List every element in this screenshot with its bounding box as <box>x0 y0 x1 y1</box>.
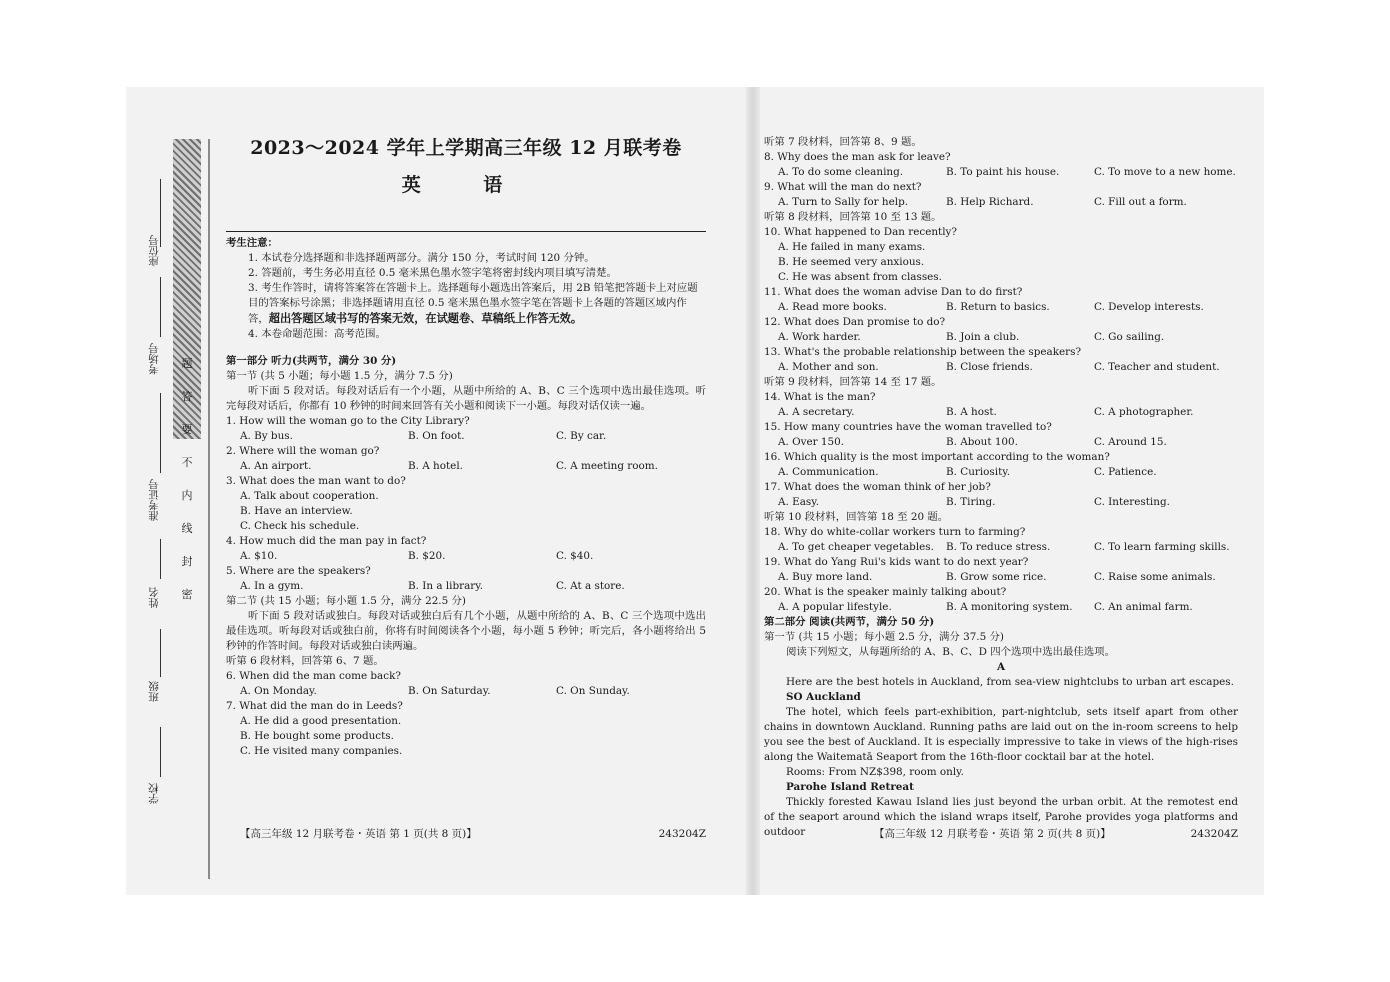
seal-line <box>208 139 210 879</box>
option: C. On Sunday. <box>556 685 630 697</box>
section-instructions: 听下面 5 段对话。每段对话后有一个小题，从题中所给的 A、B、C 三个选项中选出最佳选项。听完每段对话后，你都有 10 秒钟的时间来回答有关小题和阅读下一小题。每段对话仅读一遍。 <box>226 385 706 412</box>
note-item: 4. 本卷命题范围：高考范围。 <box>248 328 386 340</box>
option: B. Help Richard. <box>946 196 1034 208</box>
question-options <box>764 465 1238 480</box>
exam-subject: 英 语 <box>401 174 531 196</box>
option: B. Have an interview. <box>240 505 353 517</box>
question-options <box>764 600 1238 615</box>
question: 20. What is the speaker mainly talking about? <box>764 586 1007 598</box>
option: B. To reduce stress. <box>946 541 1051 553</box>
passage-paragraph: The hotel, which feels part-exhibition, part-nightclub, sets itself apart from other chains in downtown Auckland. Running paths are laid out on the in-room screens to help you see the best of Auckland. It is especially impressive to take in views of the high-rises along the Waitematā Seaport from the 16th-floor cocktail bar at the hotel. <box>764 706 1238 763</box>
admission-number-line <box>160 393 161 473</box>
question-options <box>226 684 706 699</box>
seal-char: 不 <box>181 456 193 469</box>
hotel-heading: SO Auckland <box>786 691 861 703</box>
option: A. A secretary. <box>778 406 855 418</box>
seat-number-label: 座位号 <box>148 235 160 267</box>
seal-char: 答 <box>181 390 193 403</box>
note-emphasis: 超出答题区域书写的答案无效，在试题卷、草稿纸上作答无效。 <box>268 311 583 325</box>
question: 3. What does the man want to do? <box>226 475 406 487</box>
seal-char: 内 <box>181 489 193 502</box>
option: C. To learn farming skills. <box>1094 541 1230 553</box>
class-line <box>160 629 161 677</box>
option: B. He bought some products. <box>240 730 394 742</box>
option: C. A meeting room. <box>556 460 658 472</box>
question: 8. Why does the man ask for leave? <box>764 151 951 163</box>
option: A. He did a good presentation. <box>240 715 402 727</box>
seal-char: 密 <box>181 588 193 601</box>
name-line <box>160 539 161 579</box>
option: A. $10. <box>240 550 278 562</box>
option: A. Easy. <box>778 496 820 508</box>
question: 14. What is the man? <box>764 391 876 403</box>
question: 10. What happened to Dan recently? <box>764 226 957 238</box>
option: B. A hotel. <box>408 460 463 472</box>
option: C. Around 15. <box>1094 436 1167 448</box>
hotel-heading: Parohe Island Retreat <box>786 781 914 793</box>
option: A. By bus. <box>240 430 293 442</box>
option: C. At a store. <box>556 580 625 592</box>
option: B. He seemed very anxious. <box>778 256 925 268</box>
option: C. To move to a new home. <box>1094 166 1236 178</box>
question: 11. What does the woman advise Dan to do first? <box>764 286 1023 298</box>
option: C. He visited many companies. <box>240 745 403 757</box>
option: C. An animal farm. <box>1094 601 1193 613</box>
question: 7. What did the man do in Leeds? <box>226 700 403 712</box>
option: B. Tiring. <box>946 496 996 508</box>
option: C. Check his schedule. <box>240 520 360 532</box>
exam-room-label: 考场号 <box>148 343 160 375</box>
question-options <box>764 300 1238 315</box>
option: B. To paint his house. <box>946 166 1060 178</box>
question-options <box>764 570 1238 585</box>
page-fold <box>746 87 760 895</box>
material-instruction: 听第 10 段材料，回答第 18 至 20 题。 <box>764 511 949 523</box>
option: C. $40. <box>556 550 594 562</box>
option: B. Return to basics. <box>946 301 1050 313</box>
option: B. About 100. <box>946 436 1018 448</box>
option: A. On Monday. <box>240 685 317 697</box>
question-options <box>764 165 1238 180</box>
section-instructions: 阅读下列短文，从每题所给的 A、B、C、D 四个选项中选出最佳选项。 <box>786 646 1115 658</box>
passage-intro: Here are the best hotels in Auckland, from sea-view nightclubs to urban art escapes. <box>786 676 1234 688</box>
exam-sheet <box>126 87 1264 895</box>
seal-warning <box>178 355 196 602</box>
question: 6. When did the man come back? <box>226 670 401 682</box>
option: A. Buy more land. <box>778 571 873 583</box>
question: 19. What do Yang Rui's kids want to do next year? <box>764 556 1029 568</box>
question: 9. What will the man do next? <box>764 181 922 193</box>
option: A. Turn to Sally for help. <box>778 196 909 208</box>
option: A. Mother and son. <box>778 361 879 373</box>
question: 16. Which quality is the most important according to the woman? <box>764 451 1110 463</box>
option: C. By car. <box>556 430 607 442</box>
section-instructions: 听下面 5 段对话或独白。每段对话或独白后有几个小题，从题中所给的 A、B、C 三个选项中选出最佳选项。听每段对话或独白前，你将有时间阅读各个小题，每小题 5 秒钟；听完后，各小题将给出 5 秒钟的作答时间。每段对话或独白读两遍。 <box>226 610 706 652</box>
notes-title: 考生注意： <box>226 237 278 249</box>
option: A. To get cheaper vegetables. <box>778 541 934 553</box>
option: C. Fill out a form. <box>1094 196 1187 208</box>
option: A. A popular lifestyle. <box>778 601 892 613</box>
section-heading: 第二节 (共 15 小题；每小题 1.5 分，满分 22.5 分) <box>226 595 466 607</box>
option: A. An airport. <box>240 460 312 472</box>
question-options <box>764 495 1238 510</box>
question: 13. What's the probable relationship between the speakers? <box>764 346 1082 358</box>
material-instruction: 听第 7 段材料，回答第 8、9 题。 <box>764 136 922 148</box>
school-line <box>160 727 161 777</box>
question: 12. What does Dan promise to do? <box>764 316 946 328</box>
question-options <box>226 579 706 594</box>
question-options <box>764 195 1238 210</box>
part-heading: 第二部分 阅读(共两节，满分 50 分) <box>764 616 935 628</box>
question: 2. Where will the woman go? <box>226 445 380 457</box>
option: A. To do some cleaning. <box>778 166 904 178</box>
question: 4. How much did the man pay in fact? <box>226 535 427 547</box>
material-instruction: 听第 9 段材料，回答第 14 至 17 题。 <box>764 376 942 388</box>
page-1 <box>226 87 706 895</box>
option: B. Close friends. <box>946 361 1033 373</box>
part-heading: 第一部分 听力(共两节，满分 30 分) <box>226 355 397 367</box>
option: C. Interesting. <box>1094 496 1170 508</box>
option: B. On foot. <box>408 430 465 442</box>
name-label: 姓名 <box>148 587 160 608</box>
question: 17. What does the woman think of her job? <box>764 481 991 493</box>
question: 5. Where are the speakers? <box>226 565 371 577</box>
option: B. Grow some rice. <box>946 571 1047 583</box>
option: C. A photographer. <box>1094 406 1194 418</box>
option: A. Over 150. <box>778 436 845 448</box>
question-options <box>226 549 706 564</box>
footer-label: 【高三年级 12 月联考卷・英语 第 2 页(共 8 页)】 <box>874 828 1111 840</box>
option: A. Talk about cooperation. <box>240 490 379 502</box>
option: A. Work harder. <box>778 331 861 343</box>
footer-code: 243204Z <box>658 828 706 840</box>
page-2 <box>764 87 1238 895</box>
seal-char: 题 <box>181 357 193 370</box>
option: A. He failed in many exams. <box>778 241 926 253</box>
option: C. Develop interests. <box>1094 301 1204 313</box>
option: B. Curiosity. <box>946 466 1011 478</box>
option: B. Join a club. <box>946 331 1020 343</box>
seal-char: 封 <box>181 555 193 568</box>
question-options <box>226 459 706 474</box>
option: C. Patience. <box>1094 466 1157 478</box>
passage-paragraph: Rooms: From NZ$398, room only. <box>786 766 964 778</box>
question-options <box>764 405 1238 420</box>
page-footer <box>764 827 1238 842</box>
seal-char: 要 <box>181 423 193 436</box>
option: A. In a gym. <box>240 580 304 592</box>
question: 15. How many countries have the woman travelled to? <box>764 421 1052 433</box>
question-options <box>764 360 1238 375</box>
section-heading: 第一节 (共 15 小题；每小题 2.5 分，满分 37.5 分) <box>764 631 1004 643</box>
class-label: 班级 <box>148 681 160 702</box>
passage-paragraph: Thickly forested Kawau Island lies just beyond the urban orbit. At the remotest end of the seaport around which the island wraps itself, Parohe provides yoga platforms and outdoor <box>764 796 1238 838</box>
exam-title: 2023～2024 学年上学期高三年级 12 月联考卷 <box>250 137 682 159</box>
note-item: 2. 答题前，考生务必用直径 0.5 毫米黑色墨水签字笔将密封线内项目填写清楚。 <box>248 267 617 279</box>
option: C. Go sailing. <box>1094 331 1165 343</box>
option: A. Communication. <box>778 466 879 478</box>
option: B. $20. <box>408 550 446 562</box>
title-rule <box>226 231 706 232</box>
option: B. On Saturday. <box>408 685 491 697</box>
option: B. A monitoring system. <box>946 601 1073 613</box>
option: B. In a library. <box>408 580 484 592</box>
option: C. He was absent from classes. <box>778 271 942 283</box>
note-text: 3. 考生作答时，请将答案答在答题卡上。选择题每小题选出答案后，用 2B 铅笔把答题卡上对应题目的答案标号涂黑；非选择题请用直径 0.5 毫米黑色墨水签字笔在答题卡上各题的答题区域内作答， <box>248 282 698 325</box>
footer-label: 【高三年级 12 月联考卷・英语 第 1 页(共 8 页)】 <box>240 828 477 840</box>
exam-room-line <box>160 277 161 337</box>
passage-label: A <box>996 661 1006 673</box>
material-instruction: 听第 8 段材料，回答第 10 至 13 题。 <box>764 211 942 223</box>
note-item: 1. 本试卷分选择题和非选择题两部分。满分 150 分，考试时间 120 分钟。 <box>248 252 595 264</box>
note-item <box>226 281 706 327</box>
question-options <box>764 540 1238 555</box>
option: C. Raise some animals. <box>1094 571 1216 583</box>
option: C. Teacher and student. <box>1094 361 1220 373</box>
question-options <box>764 330 1238 345</box>
admission-number-label: 准考证号 <box>148 479 160 521</box>
section-heading: 第一节 (共 5 小题；每小题 1.5 分，满分 7.5 分) <box>226 370 453 382</box>
material-instruction: 听第 6 段材料，回答第 6、7 题。 <box>226 655 384 667</box>
footer-code: 243204Z <box>1190 828 1238 840</box>
option: B. A host. <box>946 406 997 418</box>
question-options <box>226 429 706 444</box>
question: 1. How will the woman go to the City Library? <box>226 415 470 427</box>
question-options <box>764 435 1238 450</box>
school-label: 学校 <box>148 783 160 804</box>
question: 18. Why do white-collar workers turn to farming? <box>764 526 1026 538</box>
option: A. Read more books. <box>778 301 887 313</box>
page-footer <box>226 827 706 842</box>
seal-char: 线 <box>181 522 193 535</box>
